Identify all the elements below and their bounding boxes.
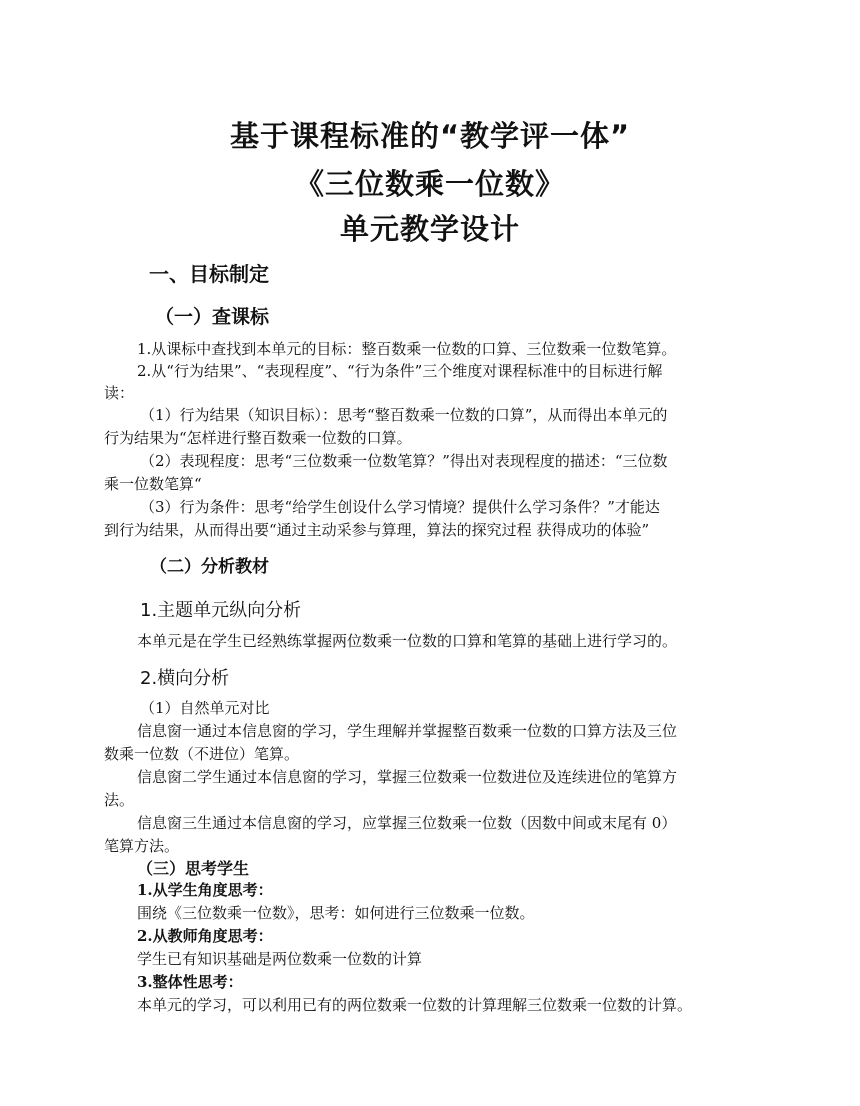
subsection-heading-textbook: （二）分析教材	[150, 557, 269, 577]
heading-vertical-analysis: 1.主题单元纵向分析	[140, 600, 302, 621]
subsection-heading-standards: （一）查课标	[155, 306, 270, 328]
doc-title-line-1: 基于课程标准的“教学评一体”	[229, 119, 631, 153]
paragraph-performance-a: （2）表现程度：思考“三位数乘一位数笔算？”得出对表现程度的描述：“三位数	[140, 452, 668, 470]
paragraph-behavior-result-a: （1）行为结果（知识目标）：思考“整百数乘一位数的口算”，从而得出本单元的	[140, 406, 668, 424]
paragraph-window-2b: 法。	[104, 791, 135, 809]
paragraph-student-perspective: 围绕《三位数乘一位数》，思考：如何进行三位数乘一位数。	[137, 904, 535, 922]
paragraph-conditions-a: （3）行为条件：思考“给学生创设什么学习情境？提供什么学习条件？”才能达	[140, 498, 660, 516]
doc-title-line-3: 单元教学设计	[339, 212, 520, 246]
paragraph-behavior-result-b: 行为结果为“怎样进行整百数乘一位数的口算。	[104, 429, 412, 447]
paragraph-conditions-b: 到行为结果，从而得出要“通过主动采参与算理，算法的探究过程 获得成功的体验”	[104, 521, 650, 539]
heading-horizontal-analysis: 2.横向分析	[140, 668, 230, 689]
paragraph-teacher-perspective: 学生已有知识基础是两位数乘一位数的计算	[137, 950, 423, 968]
heading-teacher-perspective: 2.从教师角度思考：	[137, 927, 273, 945]
doc-title-line-2: 《三位数乘一位数》	[294, 167, 565, 201]
heading-student-perspective: 1.从学生角度思考：	[137, 881, 273, 899]
paragraph-vertical-analysis: 本单元是在学生已经熟练掌握两位数乘一位数的口算和笔算的基础上进行学习的。	[137, 632, 678, 650]
paragraph-window-3b: 笔算方法。	[104, 837, 180, 855]
label-unit-comparison: （1）自然单元对比	[140, 699, 270, 717]
paragraph-window-1b: 数乘一位数（不进位）笔算。	[104, 745, 300, 763]
paragraph-window-1a: 信息窗一通过本信息窗的学习，学生理解并掌握整百数乘一位数的口算方法及三位	[137, 722, 678, 740]
section-heading-goals: 一、目标制定	[149, 262, 269, 286]
subsection-heading-students: （三）思考学生	[137, 859, 250, 878]
paragraph-performance-b: 乘一位数笔算“	[104, 475, 202, 493]
paragraph-window-3a: 信息窗三生通过本信息窗的学习，应掌握三位数乘一位数（因数中间或末尾有 0）	[137, 814, 677, 832]
paragraph-standards-2b: 读：	[104, 384, 135, 402]
paragraph-standards-2a: 2.从“行为结果”、“表现程度”、“行为条件”三个维度对课程标准中的目标进行解	[137, 362, 663, 380]
paragraph-window-2a: 信息窗二学生通过本信息窗的学习，掌握三位数乘一位数进位及连续进位的笔算方	[137, 768, 678, 786]
paragraph-standards-1: 1.从课标中查找到本单元的目标：整百数乘一位数的口算、三位数乘一位数笔算。	[137, 340, 677, 358]
paragraph-holistic-thinking: 本单元的学习，可以利用已有的两位数乘一位数的计算理解三位数乘一位数的计算。	[137, 996, 693, 1014]
heading-holistic-thinking: 3.整体性思考：	[137, 973, 243, 991]
